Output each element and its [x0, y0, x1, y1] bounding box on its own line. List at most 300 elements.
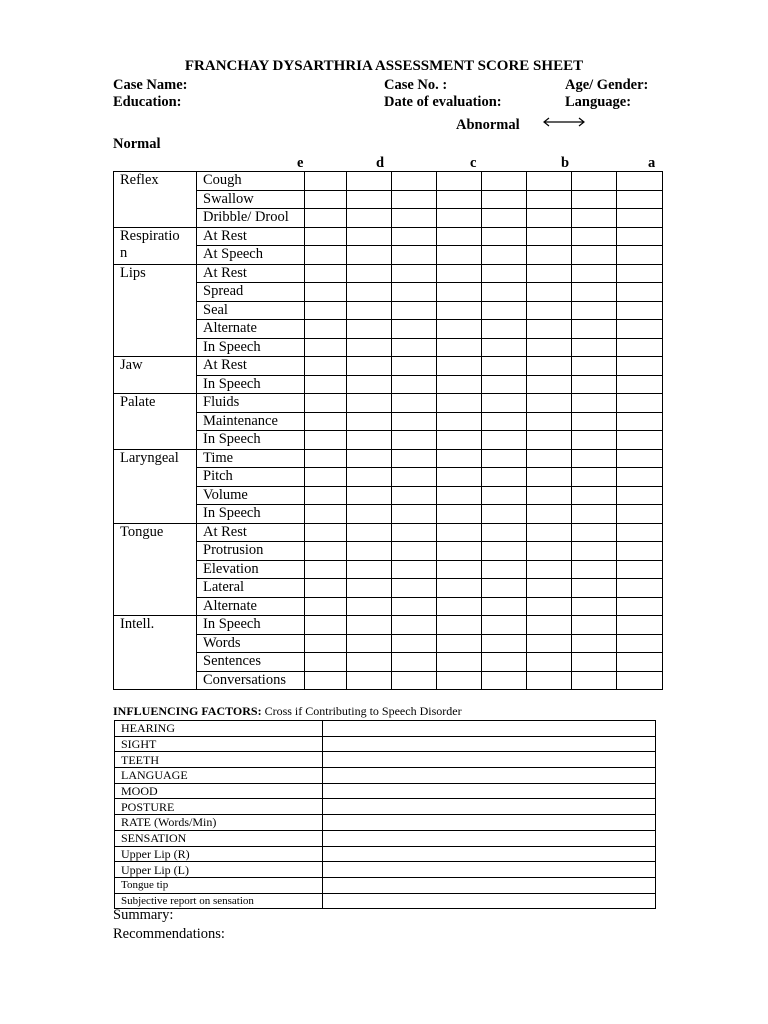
score-cell[interactable]: [437, 486, 482, 505]
score-cell[interactable]: [437, 375, 482, 394]
influencing-factors-table: [114, 720, 656, 909]
score-cell[interactable]: [305, 227, 347, 246]
score-cell[interactable]: [392, 671, 437, 690]
score-cell[interactable]: [437, 264, 482, 283]
score-cell[interactable]: [527, 209, 572, 228]
case-no-label: Case No. :: [384, 77, 448, 93]
score-cell[interactable]: [437, 560, 482, 579]
score-row: [114, 338, 663, 357]
score-cell[interactable]: [482, 505, 527, 524]
score-cell[interactable]: [347, 653, 392, 672]
factor-label: SENSATION: [115, 830, 323, 846]
score-cell[interactable]: [572, 320, 617, 339]
score-cell[interactable]: [617, 209, 663, 228]
score-cell[interactable]: [305, 579, 347, 598]
score-row: [114, 634, 663, 653]
factor-mark-cell[interactable]: [323, 799, 656, 815]
score-cell[interactable]: [437, 246, 482, 265]
score-cell[interactable]: [347, 560, 392, 579]
item-label: Maintenance: [197, 412, 305, 431]
score-cell[interactable]: [347, 338, 392, 357]
score-cell[interactable]: [572, 172, 617, 191]
score-cell[interactable]: [617, 412, 663, 431]
score-cell[interactable]: [617, 431, 663, 450]
score-cell[interactable]: [527, 486, 572, 505]
score-cell[interactable]: [437, 523, 482, 542]
item-label: Protrusion: [197, 542, 305, 561]
score-cell[interactable]: [392, 634, 437, 653]
score-cell[interactable]: [347, 431, 392, 450]
score-cell[interactable]: [527, 375, 572, 394]
score-cell[interactable]: [572, 431, 617, 450]
score-cell[interactable]: [482, 264, 527, 283]
score-cell[interactable]: [437, 338, 482, 357]
score-cell[interactable]: [392, 246, 437, 265]
score-row: [114, 320, 663, 339]
score-cell[interactable]: [392, 190, 437, 209]
score-cell[interactable]: [392, 320, 437, 339]
score-cell[interactable]: [527, 394, 572, 413]
factor-row: [115, 721, 656, 737]
score-cell[interactable]: [482, 190, 527, 209]
score-cell[interactable]: [572, 375, 617, 394]
score-cell[interactable]: [617, 375, 663, 394]
score-cell[interactable]: [617, 597, 663, 616]
score-cell[interactable]: [392, 209, 437, 228]
item-label: Fluids: [197, 394, 305, 413]
score-cell[interactable]: [617, 523, 663, 542]
score-cell[interactable]: [347, 523, 392, 542]
score-row: [114, 283, 663, 302]
score-cell[interactable]: [572, 523, 617, 542]
score-cell[interactable]: [347, 209, 392, 228]
score-row: [114, 597, 663, 616]
score-cell[interactable]: [437, 616, 482, 635]
score-cell[interactable]: [482, 486, 527, 505]
factor-mark-cell[interactable]: [323, 815, 656, 831]
score-cell[interactable]: [482, 431, 527, 450]
score-cell[interactable]: [305, 597, 347, 616]
score-row: [114, 412, 663, 431]
category-label: Respiratio: [120, 227, 180, 244]
score-cell[interactable]: [437, 671, 482, 690]
factor-mark-cell[interactable]: [323, 721, 656, 737]
score-cell[interactable]: [392, 375, 437, 394]
score-cell[interactable]: [572, 412, 617, 431]
score-cell[interactable]: [572, 653, 617, 672]
score-cell[interactable]: [437, 542, 482, 561]
score-cell[interactable]: [482, 468, 527, 487]
score-cell[interactable]: [482, 209, 527, 228]
score-cell[interactable]: [305, 283, 347, 302]
score-cell[interactable]: [617, 301, 663, 320]
score-cell[interactable]: [527, 431, 572, 450]
item-label: Words: [197, 634, 305, 653]
score-cell[interactable]: [482, 301, 527, 320]
score-cell[interactable]: [392, 412, 437, 431]
score-cell[interactable]: [527, 301, 572, 320]
score-cell[interactable]: [572, 394, 617, 413]
score-cell[interactable]: [617, 338, 663, 357]
category-cell: [114, 394, 197, 450]
score-cell[interactable]: [527, 468, 572, 487]
factor-mark-cell[interactable]: [323, 768, 656, 784]
score-cell[interactable]: [527, 357, 572, 376]
score-cell[interactable]: [392, 338, 437, 357]
score-cell[interactable]: [482, 449, 527, 468]
score-cell[interactable]: [527, 338, 572, 357]
score-cell[interactable]: [482, 671, 527, 690]
score-cell[interactable]: [347, 227, 392, 246]
score-cell[interactable]: [527, 283, 572, 302]
score-cell[interactable]: [437, 653, 482, 672]
category-cell: [114, 227, 197, 264]
factor-row: [115, 752, 656, 768]
score-cell[interactable]: [482, 542, 527, 561]
score-cell[interactable]: [347, 320, 392, 339]
score-cell[interactable]: [617, 394, 663, 413]
score-cell[interactable]: [482, 338, 527, 357]
score-cell[interactable]: [617, 616, 663, 635]
score-cell[interactable]: [572, 357, 617, 376]
score-cell[interactable]: [305, 653, 347, 672]
factor-mark-cell[interactable]: [323, 877, 656, 893]
item-label: Alternate: [197, 320, 305, 339]
item-label: At Speech: [197, 246, 305, 265]
score-cell[interactable]: [305, 523, 347, 542]
score-cell[interactable]: [617, 579, 663, 598]
factor-mark-cell[interactable]: [323, 830, 656, 846]
score-cell[interactable]: [347, 190, 392, 209]
score-cell[interactable]: [437, 394, 482, 413]
score-cell[interactable]: [617, 542, 663, 561]
category-cell: [114, 172, 197, 228]
score-cell[interactable]: [572, 468, 617, 487]
factor-label: POSTURE: [115, 799, 323, 815]
score-cell[interactable]: [305, 634, 347, 653]
score-cell[interactable]: [572, 227, 617, 246]
score-cell[interactable]: [482, 616, 527, 635]
score-cell[interactable]: [527, 671, 572, 690]
double-arrow-icon: [541, 116, 587, 128]
score-cell[interactable]: [482, 394, 527, 413]
score-cell[interactable]: [392, 172, 437, 191]
score-cell[interactable]: [392, 357, 437, 376]
factor-mark-cell[interactable]: [323, 893, 656, 909]
score-cell[interactable]: [617, 449, 663, 468]
score-cell[interactable]: [305, 560, 347, 579]
item-label: At Rest: [197, 357, 305, 376]
score-cell[interactable]: [437, 172, 482, 191]
summary-label: Summary:: [113, 907, 174, 923]
score-cell[interactable]: [347, 246, 392, 265]
score-cell[interactable]: [392, 486, 437, 505]
category-label: Laryngeal: [120, 449, 179, 466]
score-cell[interactable]: [305, 375, 347, 394]
score-cell[interactable]: [572, 338, 617, 357]
score-cell[interactable]: [527, 616, 572, 635]
category-label: Jaw: [120, 357, 143, 373]
factor-mark-cell[interactable]: [323, 783, 656, 799]
score-row: [114, 542, 663, 561]
score-cell[interactable]: [305, 394, 347, 413]
score-cell[interactable]: [347, 579, 392, 598]
score-cell[interactable]: [305, 616, 347, 635]
score-cell[interactable]: [347, 283, 392, 302]
score-cell[interactable]: [572, 283, 617, 302]
score-cell[interactable]: [392, 431, 437, 450]
score-cell[interactable]: [305, 671, 347, 690]
score-cell[interactable]: [527, 597, 572, 616]
score-cell[interactable]: [482, 560, 527, 579]
score-cell[interactable]: [617, 486, 663, 505]
score-cell[interactable]: [572, 449, 617, 468]
category-cell: [114, 616, 197, 690]
score-cell[interactable]: [437, 431, 482, 450]
score-cell[interactable]: [482, 597, 527, 616]
score-cell[interactable]: [527, 523, 572, 542]
score-cell[interactable]: [392, 449, 437, 468]
factor-row: [115, 799, 656, 815]
factor-label: HEARING: [115, 721, 323, 737]
score-cell[interactable]: [617, 320, 663, 339]
education-label: Education:: [113, 94, 182, 110]
item-label: Pitch: [197, 468, 305, 487]
score-cell[interactable]: [572, 671, 617, 690]
score-cell[interactable]: [305, 468, 347, 487]
score-cell[interactable]: [347, 264, 392, 283]
item-label: Conversations: [197, 671, 305, 690]
score-cell[interactable]: [347, 542, 392, 561]
score-cell[interactable]: [437, 449, 482, 468]
score-cell[interactable]: [527, 227, 572, 246]
score-cell[interactable]: [305, 246, 347, 265]
score-cell[interactable]: [392, 653, 437, 672]
score-cell[interactable]: [527, 412, 572, 431]
normal-label: Normal: [113, 136, 161, 152]
item-label: In Speech: [197, 431, 305, 450]
score-cell[interactable]: [572, 616, 617, 635]
score-cell[interactable]: [437, 283, 482, 302]
score-row: [114, 301, 663, 320]
score-cell[interactable]: [527, 634, 572, 653]
item-label: Dribble/ Drool: [197, 209, 305, 228]
recommendations-label: Recommendations:: [113, 926, 225, 942]
score-cell[interactable]: [437, 357, 482, 376]
score-cell[interactable]: [305, 412, 347, 431]
factor-mark-cell[interactable]: [323, 752, 656, 768]
score-cell[interactable]: [437, 301, 482, 320]
score-cell[interactable]: [617, 246, 663, 265]
score-cell[interactable]: [305, 486, 347, 505]
score-cell[interactable]: [527, 505, 572, 524]
score-cell[interactable]: [572, 560, 617, 579]
factor-label: TEETH: [115, 752, 323, 768]
category-cell: [114, 523, 197, 616]
score-cell[interactable]: [572, 542, 617, 561]
score-cell[interactable]: [617, 671, 663, 690]
score-cell[interactable]: [617, 283, 663, 302]
score-cell[interactable]: [392, 542, 437, 561]
score-cell[interactable]: [482, 412, 527, 431]
score-cell[interactable]: [527, 320, 572, 339]
score-cell[interactable]: [617, 560, 663, 579]
score-cell[interactable]: [527, 264, 572, 283]
score-cell[interactable]: [347, 375, 392, 394]
score-cell[interactable]: [347, 616, 392, 635]
score-cell[interactable]: [347, 468, 392, 487]
score-cell[interactable]: [437, 597, 482, 616]
score-cell[interactable]: [305, 431, 347, 450]
score-cell[interactable]: [347, 394, 392, 413]
score-row: [114, 505, 663, 524]
score-cell[interactable]: [437, 468, 482, 487]
factor-row: [115, 768, 656, 784]
score-cell[interactable]: [572, 264, 617, 283]
score-cell[interactable]: [437, 320, 482, 339]
score-cell[interactable]: [392, 505, 437, 524]
score-cell[interactable]: [482, 375, 527, 394]
score-cell[interactable]: [305, 264, 347, 283]
score-cell[interactable]: [392, 394, 437, 413]
score-cell[interactable]: [572, 209, 617, 228]
score-cell[interactable]: [392, 301, 437, 320]
score-cell[interactable]: [527, 190, 572, 209]
page-title: FRANCHAY DYSARTHRIA ASSESSMENT SCORE SHEET: [184, 58, 584, 74]
score-row: [114, 431, 663, 450]
score-cell[interactable]: [527, 653, 572, 672]
score-cell[interactable]: [617, 505, 663, 524]
score-cell[interactable]: [482, 172, 527, 191]
factor-mark-cell[interactable]: [323, 862, 656, 878]
score-cell[interactable]: [482, 227, 527, 246]
score-cell[interactable]: [527, 172, 572, 191]
score-cell[interactable]: [617, 172, 663, 191]
score-cell[interactable]: [572, 190, 617, 209]
score-cell[interactable]: [527, 560, 572, 579]
score-cell[interactable]: [527, 579, 572, 598]
score-cell[interactable]: [305, 449, 347, 468]
score-cell[interactable]: [347, 486, 392, 505]
score-cell[interactable]: [437, 190, 482, 209]
item-label: Volume: [197, 486, 305, 505]
score-cell[interactable]: [482, 357, 527, 376]
factor-row: [115, 815, 656, 831]
score-row: [114, 357, 663, 376]
score-cell[interactable]: [572, 246, 617, 265]
score-cell[interactable]: [617, 653, 663, 672]
score-cell[interactable]: [437, 505, 482, 524]
score-cell[interactable]: [572, 505, 617, 524]
score-cell[interactable]: [347, 634, 392, 653]
score-cell[interactable]: [392, 597, 437, 616]
item-label: At Rest: [197, 523, 305, 542]
score-cell[interactable]: [527, 246, 572, 265]
influencing-factors-heading: [113, 704, 462, 719]
score-row: [114, 375, 663, 394]
score-cell[interactable]: [572, 301, 617, 320]
score-cell[interactable]: [347, 597, 392, 616]
score-cell[interactable]: [482, 579, 527, 598]
score-cell[interactable]: [305, 301, 347, 320]
score-cell[interactable]: [482, 320, 527, 339]
score-cell[interactable]: [347, 412, 392, 431]
score-cell[interactable]: [572, 634, 617, 653]
score-cell[interactable]: [437, 412, 482, 431]
score-cell[interactable]: [305, 172, 347, 191]
score-cell[interactable]: [347, 357, 392, 376]
score-cell[interactable]: [617, 634, 663, 653]
score-cell[interactable]: [617, 264, 663, 283]
score-cell[interactable]: [572, 597, 617, 616]
score-cell[interactable]: [305, 357, 347, 376]
score-row: [114, 394, 663, 413]
score-cell[interactable]: [572, 579, 617, 598]
score-cell[interactable]: [392, 579, 437, 598]
factor-label: LANGUAGE: [115, 768, 323, 784]
score-cell[interactable]: [437, 209, 482, 228]
score-cell[interactable]: [347, 671, 392, 690]
score-cell[interactable]: [392, 616, 437, 635]
score-cell[interactable]: [617, 357, 663, 376]
score-cell[interactable]: [527, 542, 572, 561]
score-cell[interactable]: [347, 505, 392, 524]
score-cell[interactable]: [572, 486, 617, 505]
factor-mark-cell[interactable]: [323, 846, 656, 862]
score-cell[interactable]: [482, 283, 527, 302]
score-cell[interactable]: [347, 172, 392, 191]
score-cell[interactable]: [617, 468, 663, 487]
score-row: [114, 264, 663, 283]
score-cell[interactable]: [482, 523, 527, 542]
score-table: [113, 171, 663, 690]
score-cell[interactable]: [527, 449, 572, 468]
item-label: In Speech: [197, 616, 305, 635]
item-label: In Speech: [197, 375, 305, 394]
score-cell[interactable]: [482, 653, 527, 672]
score-cell[interactable]: [347, 301, 392, 320]
item-label: Swallow: [197, 190, 305, 209]
score-cell[interactable]: [392, 560, 437, 579]
score-cell[interactable]: [347, 449, 392, 468]
score-cell[interactable]: [305, 209, 347, 228]
score-cell[interactable]: [305, 190, 347, 209]
factor-mark-cell[interactable]: [323, 736, 656, 752]
score-cell[interactable]: [482, 634, 527, 653]
score-row: [114, 227, 663, 246]
score-cell[interactable]: [617, 227, 663, 246]
score-cell[interactable]: [392, 283, 437, 302]
score-cell[interactable]: [305, 320, 347, 339]
score-cell[interactable]: [305, 542, 347, 561]
score-cell[interactable]: [392, 523, 437, 542]
score-cell[interactable]: [437, 227, 482, 246]
score-cell[interactable]: [617, 190, 663, 209]
case-name-label: Case Name:: [113, 77, 188, 93]
score-cell[interactable]: [392, 468, 437, 487]
score-cell[interactable]: [437, 579, 482, 598]
score-row: [114, 449, 663, 468]
score-cell[interactable]: [305, 505, 347, 524]
grade-letter-b: b: [561, 155, 570, 171]
score-cell[interactable]: [392, 264, 437, 283]
grade-letter-d: d: [376, 155, 385, 171]
score-cell[interactable]: [437, 634, 482, 653]
score-cell[interactable]: [482, 246, 527, 265]
score-cell[interactable]: [392, 227, 437, 246]
score-cell[interactable]: [305, 338, 347, 357]
factor-row: [115, 783, 656, 799]
